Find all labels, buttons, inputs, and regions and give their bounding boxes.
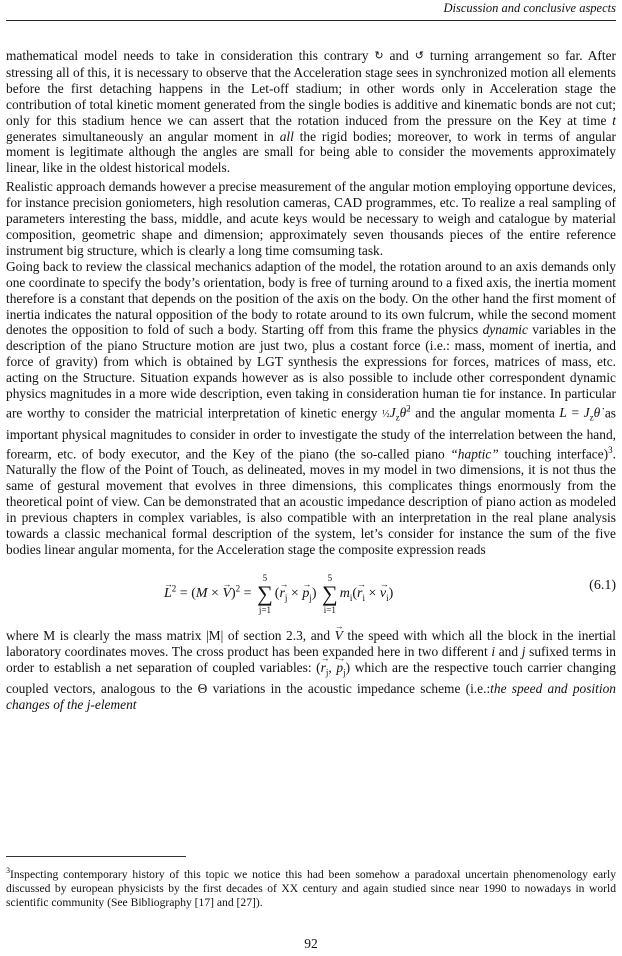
paragraph-2 <box>6 179 616 259</box>
index-i: i <box>491 643 496 659</box>
page-number: 92 <box>304 936 318 951</box>
paragraph-1-text-d: generates simultaneously an angular moment in <box>6 128 274 144</box>
paragraph-3-text-e: touching interface) <box>504 446 609 462</box>
footnote-rule <box>6 856 186 857</box>
paragraph-1-text-e: the rigid bodies; moreover, to work in terms of angular moment is legitimate although the angles are small for being able to consider the movements approximately linear, like in the oldest historical models. <box>6 128 616 176</box>
paragraph-4-italic-end: the speed and position changes of the j-element <box>6 681 616 712</box>
emphasis-all: all <box>279 128 294 144</box>
running-title: Discussion and conclusive aspects <box>443 1 616 15</box>
paragraph-1-text-c: turning arrangement so far. After stressing all of this, it is necessary to observe that the Acceleration stage sees in synchronized motion all elements before the first detaching happens in the Let-off stadium; in other words only in Acceleration stage the contribution of total kinetic moment generated from the single bodies is additive and kinematic bonds are not cut; only for this stadium hence we can assert that the rotation induced from the pressure on the Key at time <box>6 48 616 128</box>
paragraph-3-text-c: and the angular momenta <box>415 405 555 421</box>
paragraph-4 <box>6 628 616 713</box>
footnote-reference[interactable]: 3 <box>608 444 613 455</box>
paragraph-3-text-f: . Naturally the flow of the Point of Touch, as delineated, moves in my model in two dimensions, it is not thus the same of gestural movement that evolves in three dimensions, this complicates things enormously from the theoretical point of view. Can be demonstrated that an acoustic impedance description of piano action as modeled in previous chapters in complex variables, is also compatible with an interpretation in the real plane analysis towards a classic mechanical formal description of the system, let’s consider for instance the sum of the five bodies linear angular momenta, for the Acceleration stage the composite expression reads <box>6 446 616 557</box>
paragraph-4-text-b: the speed with which all the block in the inertial laboratory coordinates moves. The cross product has been expanded here in two different <box>6 627 616 659</box>
footnote-mark: 3 <box>6 866 10 875</box>
index-j: j <box>521 643 526 659</box>
emphasis-dynamic: dynamic <box>482 322 528 338</box>
footnote-text: Inspecting contemporary history of this topic we notice this had been somehow a paradoxal uncertain phenomenology early discussed by european physicists by the first decades of XX century and again studied since near 1990 to nowadays in world scientific community (See Bibliography [17] and [27]). <box>6 867 616 909</box>
kinetic-energy-formula: $\frac{1}{2}J_z\thetȧ^2$ <box>382 403 411 424</box>
equation-6-1 <box>6 566 616 618</box>
angular-momenta-formula: $L = J_z\thetȧ$ <box>559 405 601 424</box>
sum-i: 5 ∑ i=1 <box>322 572 338 615</box>
paragraph-4-text-c: and <box>498 643 519 659</box>
paragraph-1 <box>6 48 616 176</box>
paragraph-3-text-d: as important physical magnitudes to consider in order to investigate the study of the interrelation between the hand, forearm, etc. of body executor, and the Key of the piano (the so-called piano <box>6 405 616 462</box>
emphasis-haptic: “haptic” <box>450 446 499 462</box>
main-text <box>6 48 616 713</box>
paragraph-3-text-b: variables in the description of the piano Structure motion are just two, plus a costant force (i.e.: mass, moment of inertia, and force of gravity) from which is obtained by LGT synthesis the expressions for forces, matrices of mass, etc. acting on the Structure. Situation expands however as is also possible to include other correspondent dynamic physics magnitudes in a more wide description, even taking in consideration human tie for instance. In particular are worthy to consider the matricial interpretation of kinetic energy <box>6 322 616 421</box>
paragraph-2-text: Realistic approach demands however a precise measurement of the angular motion employing opportune devices, for instance precision goniometers, high resolution cameras, CAD programmes, etc. To realize a real sampling of parameters interesting the bass, middle, and acute keys would be necessary to weigh and catalogue by material composition, geometric shape and dimension; approximately seven thousands pieces of the entire reference instrument big structure, which is clearly a long time comsuming task. <box>6 179 616 258</box>
paragraph-4-text-d: sufixed terms in order to establish a net separation of coupled variables: (→ $r_j$, → $p_j$) <box>6 644 616 675</box>
equation-body: → $L^2 = (M$ × → V)$^2$ = 5 ∑ j=1 (→ $r_j$ × → $p_j$) 5 ∑ i=1 $m_i(\to r_i$ × → $v_i$) <box>164 572 393 616</box>
sum-j: 5 ∑ j=1 <box>257 572 273 615</box>
velocity-vector: → V <box>335 628 343 644</box>
paragraph-3 <box>6 259 616 558</box>
counterclockwise-rotation-icon: ↺ <box>414 50 424 62</box>
time-variable: t <box>612 112 616 128</box>
clockwise-rotation-icon: ↻ <box>374 50 384 62</box>
paragraph-4-text-e: which are the respective touch carrier changing coupled vectors, analogous to the Θ variations in the acoustic impedance scheme (i.e.: <box>6 659 616 697</box>
paragraph-1-text-a: mathematical model needs to take in consideration this contrary <box>6 48 369 63</box>
footnote <box>6 864 616 910</box>
equation-number: (6.1) <box>589 577 616 593</box>
running-head <box>6 0 616 21</box>
paragraph-4-text-a: where M is clearly the mass matrix |M| of section 2.3, and <box>6 627 331 643</box>
paragraph-3-text-a: Going back to review the classical mechanics adaption of the model, the rotation around to an axis demands only one coordinate to specify the body’s orientation, body is free of turning around to a fixed axis, the inertia moment therefore is a constant that depends on the position of the axis on the body. On the other hand the first moment of inertia indicates the natural opposition of the body to rotate around to its own fulcrum, while the second moment denotes the opposition to fold of such a body. Starting off from this frame the physics <box>6 258 616 338</box>
paragraph-1-text-b: and <box>389 48 409 63</box>
